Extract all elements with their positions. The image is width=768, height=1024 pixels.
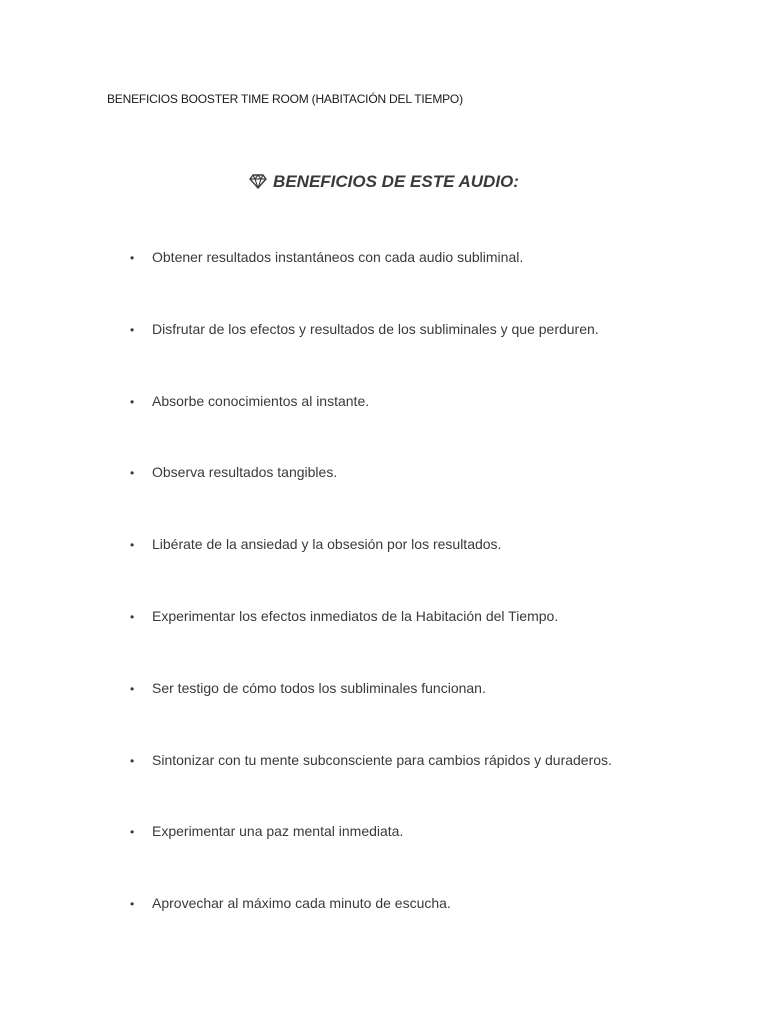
benefit-text: Disfrutar de los efectos y resultados de los subliminales y que perduren. [152, 320, 599, 337]
section-heading-text: BENEFICIOS DE ESTE AUDIO: [273, 172, 519, 191]
benefit-item [130, 608, 558, 624]
bullet-marker: • [130, 753, 135, 768]
benefit-item [130, 895, 451, 911]
benefit-item [130, 464, 337, 480]
benefit-text: Libérate de la ansiedad y la obsesión por los resultados. [152, 536, 502, 553]
benefit-item [130, 536, 501, 552]
bullet-marker: • [130, 538, 135, 553]
bullet-marker: • [130, 681, 135, 696]
bullet-marker: • [130, 322, 135, 337]
bullet-marker: • [130, 394, 135, 409]
benefit-item [130, 249, 523, 265]
document-title: BENEFICIOS BOOSTER TIME ROOM (HABITACIÓN DEL TIEMPO) [107, 92, 463, 106]
benefit-text: Sintonizar con tu mente subconsciente para cambios rápidos y duraderos. [152, 751, 612, 768]
bullet-marker: • [130, 897, 135, 912]
bullet-marker: • [130, 825, 135, 840]
section-heading [0, 172, 768, 194]
bullet-marker: • [130, 251, 135, 265]
benefit-text: Experimentar una paz mental inmediata. [152, 823, 404, 840]
benefit-item [130, 393, 369, 409]
benefit-text: Aprovechar al máximo cada minuto de escucha. [152, 895, 451, 912]
bullet-marker: • [130, 466, 135, 481]
benefit-item [130, 752, 612, 768]
bullet-marker: • [130, 610, 135, 624]
benefit-text: Absorbe conocimientos al instante. [152, 392, 370, 409]
benefit-text: Experimentar los efectos inmediatos de la Habitación del Tiempo. [152, 608, 559, 624]
benefit-item [130, 823, 403, 839]
benefit-text: Observa resultados tangibles. [152, 464, 338, 481]
benefit-text: Ser testigo de cómo todos los subliminales funcionan. [152, 679, 486, 696]
gem-icon [249, 174, 267, 194]
benefit-text: Obtener resultados instantáneos con cada audio subliminal. [152, 249, 524, 265]
benefit-item [130, 321, 599, 337]
benefit-item [130, 680, 486, 696]
